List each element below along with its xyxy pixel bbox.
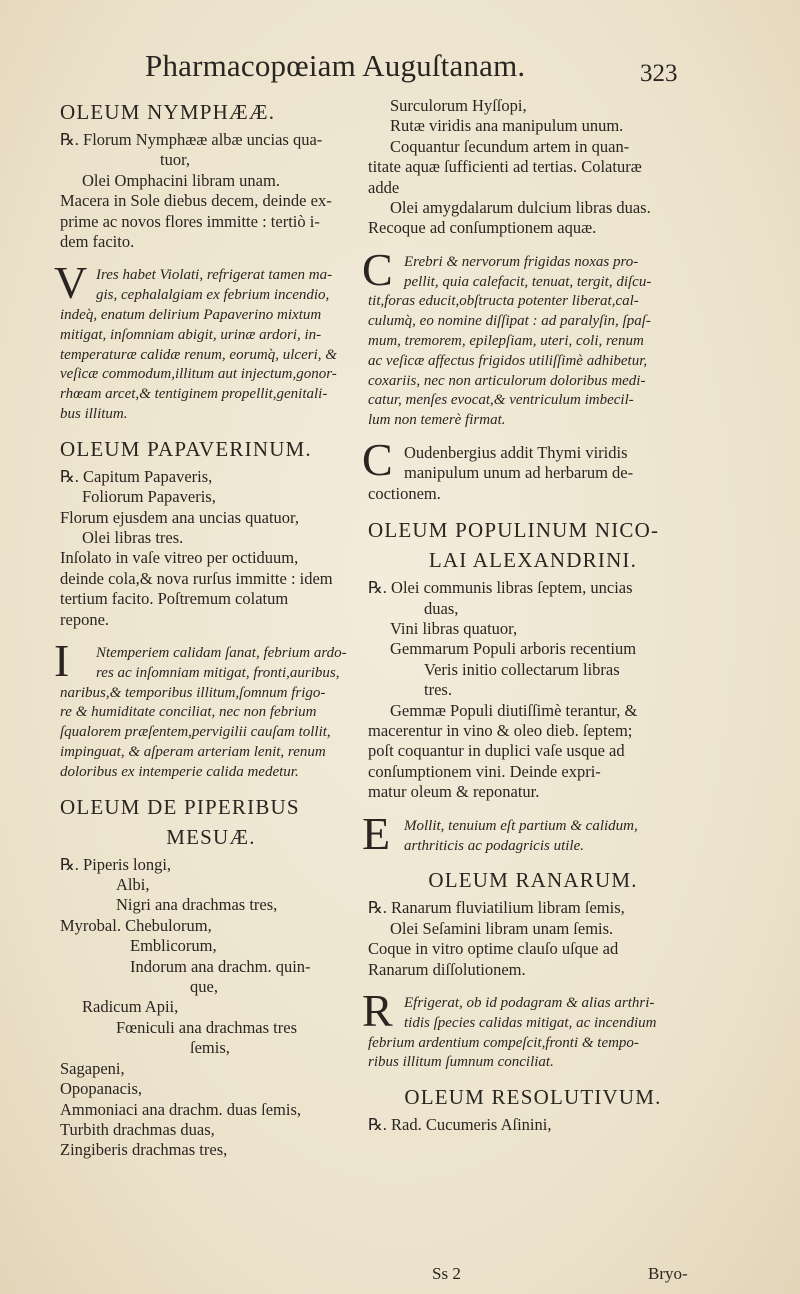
italic-line: ac veſicæ affectus frigidos utiliſſimè adhibetur, (368, 352, 648, 369)
recipe-line: Macera in Sole diebus decem, deinde ex- (60, 191, 332, 211)
recipe-line: Sagapeni, (60, 1058, 125, 1078)
recipe-line: adde (368, 177, 400, 197)
recipe-line: que, (190, 977, 218, 997)
recipe-line: tres. (424, 680, 452, 700)
running-head: Pharmacopœiam Auguſtanam. (145, 48, 526, 83)
italic-line: indeq̀, enatum delirium Papaverino mixtum (60, 307, 322, 324)
recipe-line: Zingiberis drachmas tres, (60, 1140, 228, 1160)
drop-capital: C (362, 434, 393, 486)
recipe-line: Ammoniaci ana drachm. duas ſemis, (60, 1099, 302, 1119)
recipe-line: Olei libras tres. (82, 528, 184, 548)
section-oleum-nymphaeae (60, 100, 362, 252)
recipe-line: Coquantur ſecundum artem in quan- (390, 136, 630, 156)
italic-line: re & humiditate conciliat, nec non febrium (60, 704, 317, 721)
italic-line: tit,foras educit,obſtructa potenter liberat,cal- (368, 293, 639, 310)
italic-line: arthriticis ac podagricis utile. (404, 837, 584, 854)
recipe-line: Surculorum Hyſſopi, (390, 96, 527, 115)
italic-line: mitigat, inſomniam abigit, urinæ ardori, in- (60, 326, 322, 343)
virtues-paragraph (362, 984, 698, 1073)
section-oleum-ranarum (368, 868, 698, 980)
italic-line: lum non temerè firmat. (368, 412, 506, 429)
recipe-line: deinde cola,& nova rurſus immitte : idem (60, 568, 333, 588)
recipe-line: Ranarum diſſolutionem. (368, 959, 526, 979)
section-oleum-papaverinum (60, 437, 362, 630)
recipe-line: tuor, (160, 150, 191, 170)
drop-capital: R (362, 984, 393, 1036)
italic-line: catur, menſes evocat,& ventriculum imbecil- (368, 392, 634, 409)
section-oleum-resolutivum (368, 1085, 698, 1135)
drop-capital: E (362, 807, 391, 859)
italic-line: coxariis, nec non articulorum doloribus medi- (368, 372, 646, 389)
recipe-line: ſemis, (190, 1038, 230, 1058)
recipe-line: Fœniculi ana drachmas tres (116, 1017, 297, 1037)
recipe-line: poſt coquantur in duplici vaſe usque ad (368, 741, 625, 761)
recipe-line: Indorum ana drachm. quin- (130, 956, 311, 976)
section-title: OLEUM POPULINUM NICO- (368, 518, 660, 543)
catchword: Bryo- (648, 1264, 688, 1283)
recipe-line: repone. (60, 609, 110, 629)
italic-line: Mollit, tenuium eſt partium & calidum, (404, 817, 638, 834)
recipe-line: Olei amygdalarum dulcium libras duas. (390, 198, 651, 218)
italic-line: rhœam arcet,& tentiginem propellit,genitali- (60, 386, 328, 403)
oudenbergius-note (362, 434, 698, 504)
italic-line: Erebri & nervorum frigidas noxas pro- (404, 253, 639, 270)
recipe-line: Inſolato in vaſe vitreo per octiduum, (60, 548, 299, 568)
section-title: OLEUM PAPAVERINUM. (60, 436, 312, 461)
italic-line: Ires habet Violati, refrigerat tamen ma- (96, 267, 333, 284)
note-line: Oudenbergius addit Thymi viridis (404, 443, 628, 463)
recipe-line: Emblicorum, (130, 936, 217, 956)
italic-line: ſqualorem præſentem,pervigilii cauſam tollit, (60, 724, 331, 741)
recipe-line: Veris initio collectarum libras (424, 659, 620, 679)
drop-capital: I (54, 635, 70, 687)
signature-mark: Ss 2 (432, 1264, 461, 1283)
italic-line: ribus illitum ſumnum conciliat. (368, 1054, 554, 1071)
recipe-line: Myrobal. Chebulorum, (60, 915, 212, 935)
section-oleum-populinum (368, 518, 698, 802)
recipe-line: Olei Omphacini libram unam. (82, 170, 280, 190)
virtues-paragraph (362, 807, 698, 859)
recipe-line: conſumptionem vini. Deinde expri- (368, 761, 601, 781)
virtues-paragraph (362, 243, 698, 431)
recipe-continuation (368, 96, 698, 239)
recipe-line: Florum ejusdem ana uncias quatuor, (60, 507, 299, 527)
italic-line: gis, cephalalgiam ex febrium incendio, (96, 287, 330, 304)
note-line: manipulum unum ad herbarum de- (404, 463, 634, 483)
italic-line: naribus,& temporibus illitum,ſomnum frigo- (60, 684, 326, 701)
recipe-line: ℞. Capitum Papaveris, (60, 466, 213, 486)
italic-line: febrium ardentium compeſcit,fronti & tempo- (368, 1034, 639, 1051)
recipe-line: Nigri ana drachmas tres, (116, 895, 278, 915)
virtues-paragraph (54, 257, 362, 424)
recipe-line: ℞. Piperis longi, (60, 854, 172, 874)
recipe-line: tertium facito. Poſtremum colatum (60, 589, 289, 609)
recipe-line: Opopanacis, (60, 1079, 143, 1099)
section-title-continued: LAI ALEXANDRINI. (428, 548, 638, 573)
drop-capital: V (54, 257, 88, 309)
italic-line: res ac inſomniam mitigat, fronti,auribus, (96, 664, 340, 681)
recipe-line: ℞. Rad. Cucumeris Aſinini, (368, 1115, 552, 1135)
recipe-line: Vini libras quatuor, (390, 619, 518, 639)
left-column (54, 96, 362, 1175)
drop-capital: C (362, 243, 393, 295)
italic-line: Efrigerat, ob id podagram & alias arthri- (404, 994, 655, 1011)
right-column (362, 96, 698, 1150)
recipe-line: dem facito. (60, 232, 135, 252)
italic-line: tidis ſpecies calidas mitigat, ac incendium (404, 1014, 657, 1031)
recipe-line: Radicum Apii, (82, 997, 179, 1017)
recipe-line: ℞. Florum Nymphææ albæ uncias qua- (60, 130, 323, 149)
section-title-continued: MESUÆ. (166, 824, 256, 849)
italic-line: pellit, quia calefacit, tenuat, tergit, diſcu- (404, 273, 652, 290)
recipe-line: prime ac novos flores immitte : tertiò i- (60, 211, 320, 231)
recipe-line: Turbith drachmas duas, (60, 1119, 215, 1139)
note-line: coctionem. (368, 483, 441, 503)
recipe-line: Foliorum Papaveris, (82, 487, 216, 507)
recipe-line: duas, (424, 598, 459, 618)
virtues-paragraph (54, 635, 362, 783)
italic-line: bus illitum. (60, 406, 128, 423)
recipe-line: macerentur in vino & oleo dieb. ſeptem; (368, 721, 633, 741)
italic-line: culumq̀, eo nomine diſſipat : ad paralyſin, ſpaſ- (368, 313, 651, 330)
recipe-line: Albi, (116, 875, 150, 895)
italic-line: mum, tremorem, epilepſiam, uteri, coli, renum (368, 333, 644, 350)
recipe-line: Rutæ viridis ana manipulum unum. (390, 116, 624, 136)
italic-line: temperaturæ calidæ renum, eorumq̀, ulceri, & (60, 346, 337, 363)
section-title: OLEUM NYMPHÆÆ. (60, 100, 276, 124)
section-title: OLEUM RANARUM. (428, 868, 638, 893)
recipe-line: Gemmarum Populi arboris recentium (390, 639, 637, 659)
section-title: OLEUM RESOLUTIVUM. (404, 1085, 662, 1110)
recipe-line: titate aquæ ſufficienti ad tertias. Colaturæ (368, 157, 642, 177)
section-title: OLEUM DE PIPERIBUS (60, 794, 300, 819)
italic-line: doloribus ex intemperie calida medetur. (60, 763, 299, 780)
recipe-line: matur oleum & reponatur. (368, 782, 540, 802)
recipe-line: Olei Seſamini libram unam ſemis. (390, 918, 614, 938)
recipe-line: Gemmæ Populi diutiſſimè terantur, & (390, 700, 638, 720)
recipe-line: Recoque ad conſumptionem aquæ. (368, 218, 597, 238)
italic-line: veſicæ commodum,illitum aut injectum,gonor- (60, 366, 337, 383)
page-number: 323 (640, 60, 678, 87)
section-oleum-de-piperibus (60, 795, 362, 1161)
italic-line: Ntemperiem calidam ſanat, febrium ardo- (96, 645, 347, 662)
recipe-line: ℞. Olei communis libras ſeptem, uncias (368, 578, 633, 598)
italic-line: impinguat, & aſperam arteriam lenit, renum (60, 744, 326, 761)
recipe-line: ℞. Ranarum fluviatilium libram ſemis, (368, 898, 625, 918)
recipe-line: Coque in vitro optime clauſo uſque ad (368, 939, 619, 959)
